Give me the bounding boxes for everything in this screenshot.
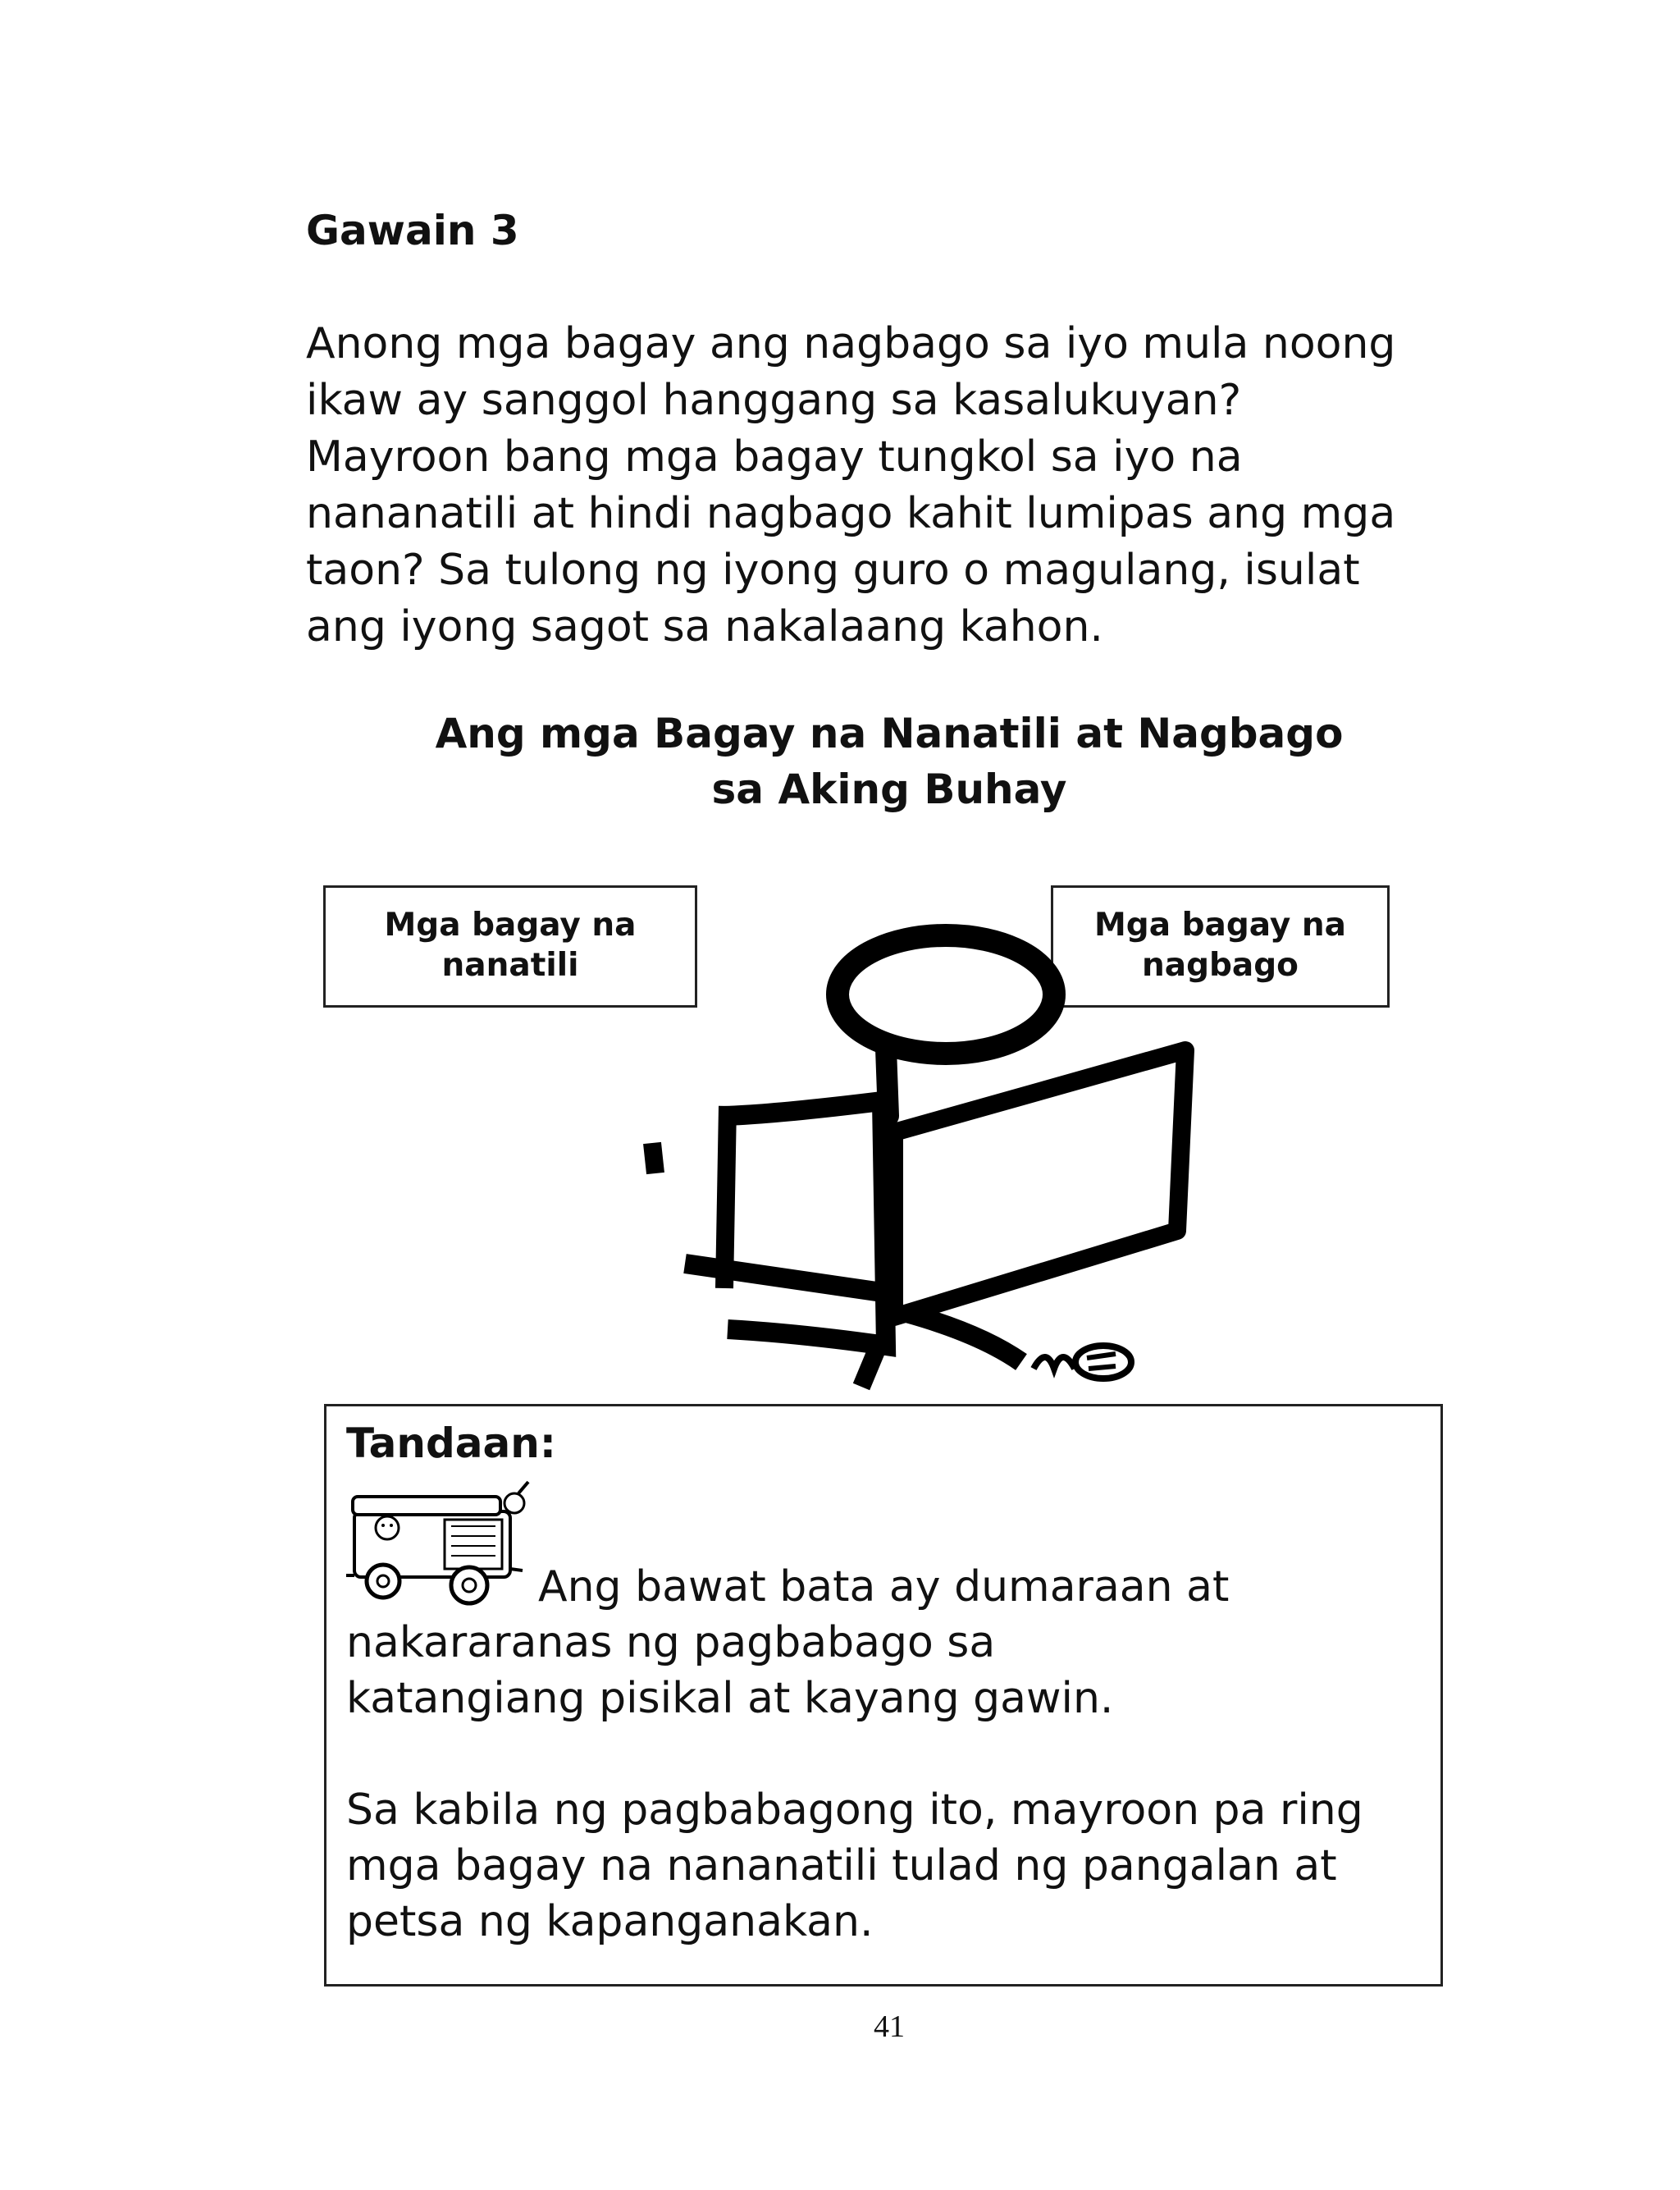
box-label: nanatili bbox=[441, 947, 579, 984]
remember-line: Ang bawat bata ay dumaraan at bbox=[538, 1562, 1230, 1612]
instruction-line: taon? Sa tulong ng iyong guro o magulang, isulat bbox=[306, 546, 1360, 595]
figure-title-line: sa Aking Buhay bbox=[711, 766, 1067, 813]
box-label: Mga bagay na bbox=[1094, 907, 1346, 944]
figure-title-line: Ang mga Bagay na Nanatili at Nagbago bbox=[435, 710, 1344, 757]
remember-line: Sa kabila ng pagbabagong ito, mayroon pa ring bbox=[346, 1785, 1363, 1835]
activity-instructions bbox=[306, 316, 1504, 656]
remember-line: katangiang pisikal at kayang gawin. bbox=[346, 1674, 1114, 1723]
figure-title bbox=[0, 706, 1680, 817]
activity-heading: Gawain 3 bbox=[306, 207, 519, 254]
box-label: nagbago bbox=[1142, 947, 1299, 984]
instruction-line: nananatili at hindi nagbago kahit lumipas ang mga bbox=[306, 489, 1396, 538]
instruction-line: ikaw ay sanggol hanggang sa kasalukuyan? bbox=[306, 376, 1242, 425]
jeepney-icon bbox=[346, 1479, 533, 1610]
instruction-line: ang iyong sagot sa nakalaang kahon. bbox=[306, 602, 1103, 652]
remember-line: mga bagay na nananatili tulad ng pangalan at bbox=[346, 1841, 1337, 1891]
reading-child-icon bbox=[636, 919, 1226, 1391]
instruction-line: Anong mga bagay ang nagbago sa iyo mula noong bbox=[306, 319, 1396, 368]
remember-line: petsa ng kapanganakan. bbox=[346, 1897, 874, 1946]
remember-line: nakararanas ng pagbabago sa bbox=[346, 1618, 996, 1667]
instruction-line: Mayroon bang mga bagay tungkol sa iyo na bbox=[306, 432, 1243, 482]
remember-box bbox=[324, 1404, 1443, 1987]
page-number: 41 bbox=[874, 2009, 905, 2044]
remember-title: Tandaan: bbox=[346, 1420, 556, 1467]
box-label: Mga bagay na bbox=[384, 907, 637, 944]
